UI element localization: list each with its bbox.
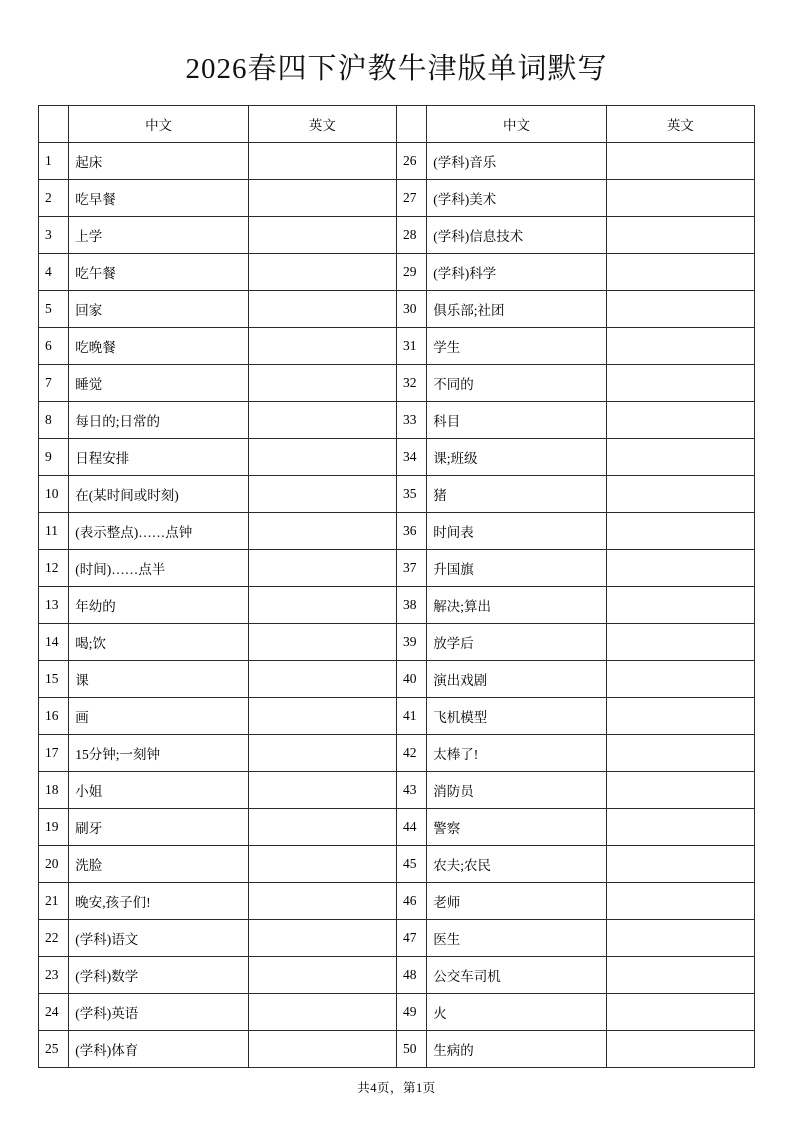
row-number-left: 6 [39, 328, 69, 365]
table-row [39, 883, 755, 920]
page-title: 2026春四下沪教牛津版单词默写 [185, 53, 608, 85]
row-number-left: 25 [39, 1031, 69, 1068]
table-row [39, 587, 755, 624]
english-answer-left[interactable] [248, 254, 396, 291]
chinese-word-left: 吃晚餐 [69, 328, 249, 365]
table-row [39, 772, 755, 809]
row-number-left: 21 [39, 883, 69, 920]
header-number-left [39, 106, 69, 143]
row-number-left: 10 [39, 476, 69, 513]
table-row [39, 994, 755, 1031]
english-answer-right[interactable] [606, 587, 754, 624]
row-number-right: 37 [396, 550, 426, 587]
table-row [39, 846, 755, 883]
header-english-left: 英文 [248, 106, 396, 143]
english-answer-right[interactable] [606, 143, 754, 180]
chinese-word-left: 小姐 [69, 772, 249, 809]
english-answer-left[interactable] [248, 1031, 396, 1068]
chinese-word-left: 吃早餐 [69, 180, 249, 217]
english-answer-right[interactable] [606, 180, 754, 217]
row-number-right: 31 [396, 328, 426, 365]
english-answer-left[interactable] [248, 957, 396, 994]
row-number-left: 2 [39, 180, 69, 217]
table-row [39, 180, 755, 217]
english-answer-right[interactable] [606, 809, 754, 846]
english-answer-right[interactable] [606, 291, 754, 328]
chinese-word-left: 刷牙 [69, 809, 249, 846]
chinese-word-right: 猪 [427, 476, 607, 513]
english-answer-right[interactable] [606, 920, 754, 957]
english-answer-left[interactable] [248, 883, 396, 920]
english-answer-right[interactable] [606, 439, 754, 476]
chinese-word-right: 科目 [427, 402, 607, 439]
row-number-right: 34 [396, 439, 426, 476]
chinese-word-left: 回家 [69, 291, 249, 328]
chinese-word-right: 消防员 [427, 772, 607, 809]
row-number-left: 24 [39, 994, 69, 1031]
chinese-word-right: 放学后 [427, 624, 607, 661]
row-number-right: 47 [396, 920, 426, 957]
english-answer-left[interactable] [248, 661, 396, 698]
chinese-word-right: 不同的 [427, 365, 607, 402]
english-answer-right[interactable] [606, 957, 754, 994]
chinese-word-right: 农夫;农民 [427, 846, 607, 883]
row-number-right: 36 [396, 513, 426, 550]
chinese-word-left: 上学 [69, 217, 249, 254]
table-row [39, 513, 755, 550]
table-row [39, 291, 755, 328]
chinese-word-right: 演出戏剧 [427, 661, 607, 698]
row-number-right: 33 [396, 402, 426, 439]
english-answer-left[interactable] [248, 920, 396, 957]
chinese-word-right: (学科)美术 [427, 180, 607, 217]
english-answer-right[interactable] [606, 254, 754, 291]
english-answer-left[interactable] [248, 772, 396, 809]
row-number-right: 28 [396, 217, 426, 254]
row-number-right: 44 [396, 809, 426, 846]
table-row [39, 698, 755, 735]
table-row [39, 328, 755, 365]
chinese-word-right: 升国旗 [427, 550, 607, 587]
english-answer-right[interactable] [606, 476, 754, 513]
row-number-left: 18 [39, 772, 69, 809]
row-number-left: 7 [39, 365, 69, 402]
chinese-word-right: 火 [427, 994, 607, 1031]
row-number-left: 13 [39, 587, 69, 624]
english-answer-left[interactable] [248, 328, 396, 365]
table-row [39, 661, 755, 698]
english-answer-right[interactable] [606, 1031, 754, 1068]
table-row [39, 439, 755, 476]
chinese-word-left: 洗脸 [69, 846, 249, 883]
table-row [39, 920, 755, 957]
chinese-word-left: 晚安,孩子们! [69, 883, 249, 920]
table-row [39, 957, 755, 994]
english-answer-left[interactable] [248, 624, 396, 661]
english-answer-right[interactable] [606, 661, 754, 698]
english-answer-left[interactable] [248, 698, 396, 735]
row-number-left: 14 [39, 624, 69, 661]
table-row [39, 217, 755, 254]
row-number-right: 30 [396, 291, 426, 328]
english-answer-right[interactable] [606, 513, 754, 550]
row-number-left: 19 [39, 809, 69, 846]
header-english-right: 英文 [606, 106, 754, 143]
table-row [39, 365, 755, 402]
chinese-word-right: (学科)信息技术 [427, 217, 607, 254]
row-number-left: 11 [39, 513, 69, 550]
row-number-left: 4 [39, 254, 69, 291]
row-number-left: 17 [39, 735, 69, 772]
chinese-word-left: 每日的;日常的 [69, 402, 249, 439]
row-number-right: 26 [396, 143, 426, 180]
english-answer-right[interactable] [606, 402, 754, 439]
chinese-word-left: 画 [69, 698, 249, 735]
chinese-word-left: 年幼的 [69, 587, 249, 624]
chinese-word-right: 老师 [427, 883, 607, 920]
header-number-right [396, 106, 426, 143]
english-answer-left[interactable] [248, 365, 396, 402]
chinese-word-left: 吃午餐 [69, 254, 249, 291]
row-number-right: 45 [396, 846, 426, 883]
row-number-left: 15 [39, 661, 69, 698]
table-row [39, 254, 755, 291]
row-number-right: 42 [396, 735, 426, 772]
english-answer-left[interactable] [248, 846, 396, 883]
table-row [39, 809, 755, 846]
row-number-left: 12 [39, 550, 69, 587]
table-body [39, 143, 755, 1068]
english-answer-right[interactable] [606, 735, 754, 772]
english-answer-left[interactable] [248, 587, 396, 624]
chinese-word-right: 太棒了! [427, 735, 607, 772]
english-answer-right[interactable] [606, 772, 754, 809]
english-answer-right[interactable] [606, 217, 754, 254]
page-footer: 共4页，第1页 [357, 1081, 436, 1095]
row-number-left: 1 [39, 143, 69, 180]
english-answer-left[interactable] [248, 476, 396, 513]
row-number-left: 8 [39, 402, 69, 439]
chinese-word-left: (学科)语文 [69, 920, 249, 957]
chinese-word-left: 喝;饮 [69, 624, 249, 661]
chinese-word-left: 在(某时间或时刻) [69, 476, 249, 513]
row-number-right: 49 [396, 994, 426, 1031]
table-row [39, 624, 755, 661]
chinese-word-right: 解决;算出 [427, 587, 607, 624]
english-answer-right[interactable] [606, 328, 754, 365]
chinese-word-left: 课 [69, 661, 249, 698]
chinese-word-right: 飞机模型 [427, 698, 607, 735]
row-number-right: 38 [396, 587, 426, 624]
row-number-right: 39 [396, 624, 426, 661]
row-number-right: 43 [396, 772, 426, 809]
chinese-word-right: 课;班级 [427, 439, 607, 476]
table-header [39, 106, 755, 143]
row-number-right: 32 [396, 365, 426, 402]
chinese-word-right: 俱乐部;社团 [427, 291, 607, 328]
table-row [39, 143, 755, 180]
english-answer-left[interactable] [248, 402, 396, 439]
english-answer-right[interactable] [606, 994, 754, 1031]
english-answer-left[interactable] [248, 180, 396, 217]
chinese-word-right: 学生 [427, 328, 607, 365]
row-number-right: 40 [396, 661, 426, 698]
header-chinese-left: 中文 [69, 106, 249, 143]
row-number-right: 41 [396, 698, 426, 735]
vocabulary-table [38, 105, 755, 1068]
chinese-word-right: 生病的 [427, 1031, 607, 1068]
table-row [39, 476, 755, 513]
row-number-right: 48 [396, 957, 426, 994]
english-answer-left[interactable] [248, 994, 396, 1031]
chinese-word-left: 睡觉 [69, 365, 249, 402]
chinese-word-right: 警察 [427, 809, 607, 846]
chinese-word-right: 医生 [427, 920, 607, 957]
row-number-left: 16 [39, 698, 69, 735]
row-number-left: 20 [39, 846, 69, 883]
english-answer-left[interactable] [248, 550, 396, 587]
row-number-left: 9 [39, 439, 69, 476]
english-answer-left[interactable] [248, 291, 396, 328]
row-number-left: 22 [39, 920, 69, 957]
row-number-left: 23 [39, 957, 69, 994]
english-answer-right[interactable] [606, 550, 754, 587]
row-number-right: 50 [396, 1031, 426, 1068]
english-answer-right[interactable] [606, 365, 754, 402]
row-number-right: 29 [396, 254, 426, 291]
row-number-right: 35 [396, 476, 426, 513]
english-answer-left[interactable] [248, 513, 396, 550]
chinese-word-right: 公交车司机 [427, 957, 607, 994]
chinese-word-left: (表示整点)……点钟 [69, 513, 249, 550]
chinese-word-left: 日程安排 [69, 439, 249, 476]
row-number-left: 3 [39, 217, 69, 254]
chinese-word-left: (时间)……点半 [69, 550, 249, 587]
chinese-word-left: 起床 [69, 143, 249, 180]
english-answer-left[interactable] [248, 217, 396, 254]
table-row [39, 402, 755, 439]
chinese-word-right: (学科)音乐 [427, 143, 607, 180]
english-answer-left[interactable] [248, 809, 396, 846]
table-row [39, 735, 755, 772]
chinese-word-left: (学科)体育 [69, 1031, 249, 1068]
english-answer-left[interactable] [248, 143, 396, 180]
chinese-word-right: 时间表 [427, 513, 607, 550]
table-row [39, 1031, 755, 1068]
chinese-word-left: 15分钟;一刻钟 [69, 735, 249, 772]
english-answer-left[interactable] [248, 735, 396, 772]
table-row [39, 550, 755, 587]
row-number-right: 46 [396, 883, 426, 920]
english-answer-left[interactable] [248, 439, 396, 476]
header-chinese-right: 中文 [427, 106, 607, 143]
chinese-word-right: (学科)科学 [427, 254, 607, 291]
chinese-word-left: (学科)数学 [69, 957, 249, 994]
english-answer-right[interactable] [606, 846, 754, 883]
english-answer-right[interactable] [606, 698, 754, 735]
chinese-word-left: (学科)英语 [69, 994, 249, 1031]
row-number-right: 27 [396, 180, 426, 217]
english-answer-right[interactable] [606, 624, 754, 661]
english-answer-right[interactable] [606, 883, 754, 920]
row-number-left: 5 [39, 291, 69, 328]
table-header-row [39, 106, 755, 143]
